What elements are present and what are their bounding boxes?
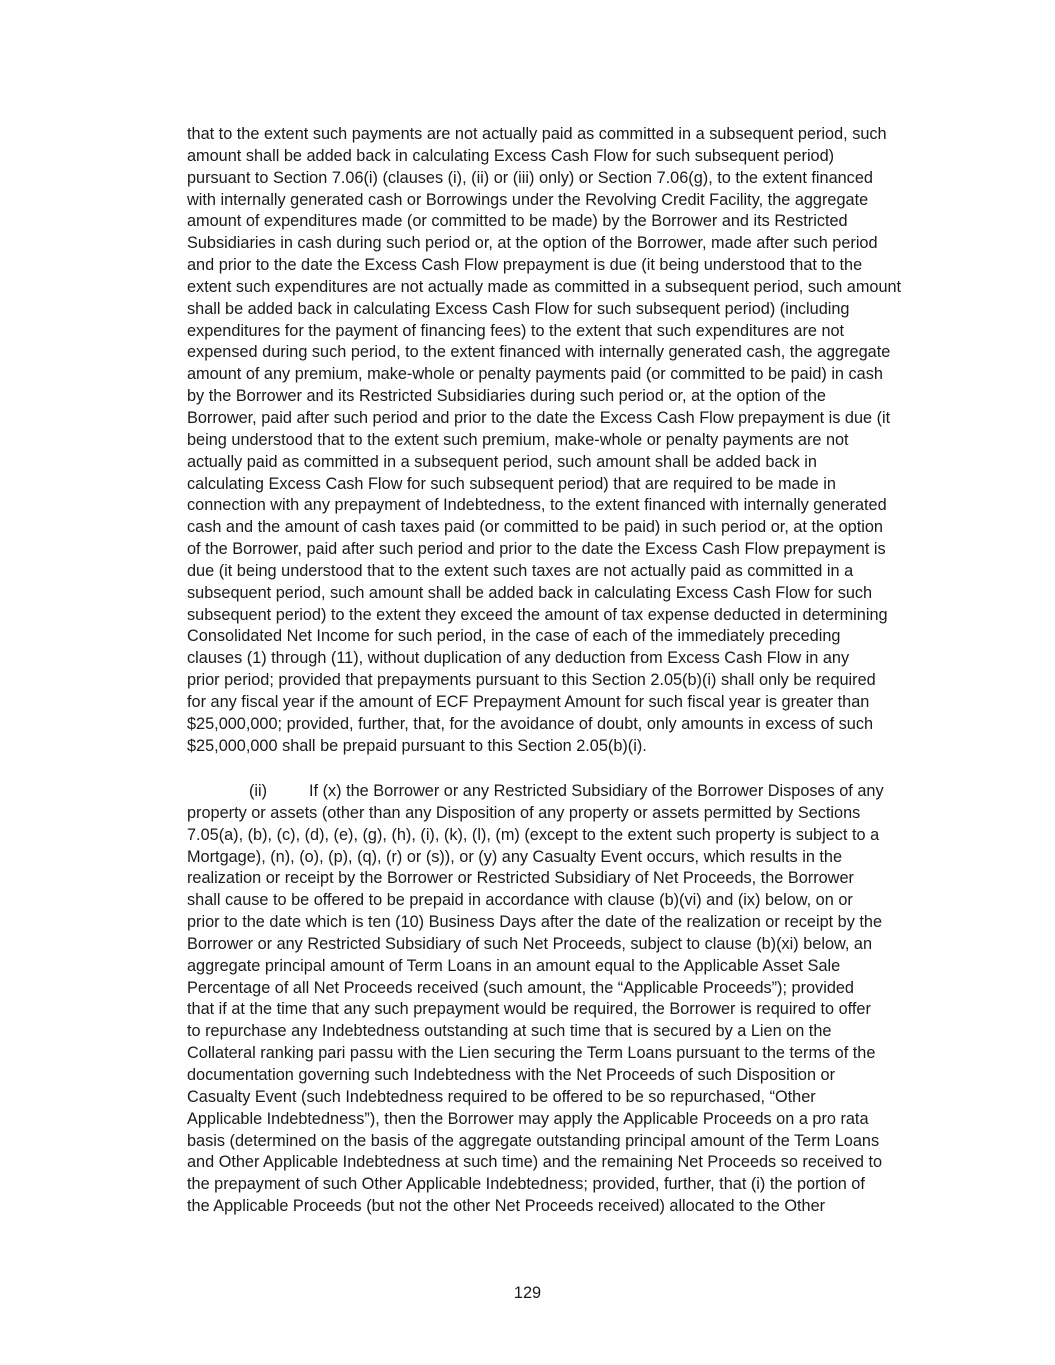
text-line: of the Borrower, paid after such period and prior to the date the Excess Cash Flow prepayment is (187, 540, 886, 559)
text-line: extent such expenditures are not actually made as committed in a subsequent period, such amount (187, 277, 902, 296)
text-line: Mortgage), (n), (o), (p), (q), (r) or (s)), or (y) any Casualty Event occurs, which results in the (187, 847, 843, 866)
text-line: $25,000,000 shall be prepaid pursuant to this Section 2.05(b)(i). (187, 736, 647, 755)
text-line: with internally generated cash or Borrowings under the Revolving Credit Facility, the aggregate (187, 190, 869, 209)
text-line: that to the extent such payments are not actually paid as committed in a subsequent period, such (187, 125, 887, 143)
text-line: expenditures for the payment of financing fees) to the extent that such expenditures are not (187, 321, 845, 340)
text-line: Casualty Event (such Indebtedness required to be offered to be so repurchased, “Other (187, 1087, 816, 1106)
text-line: shall be added back in calculating Excess Cash Flow for such subsequent period) (including (187, 299, 850, 318)
text-line: amount of any premium, make-whole or penalty payments paid (or committed to be paid) in cash (187, 365, 883, 384)
text-line: amount of expenditures made (or committed to be made) by the Borrower and its Restricted (187, 212, 848, 231)
text-line-rest: If (x) the Borrower or any Restricted Subsidiary of the Borrower Disposes of any (309, 782, 884, 800)
text-line: by the Borrower and its Restricted Subsidiaries during such period or, at the option of the (187, 387, 826, 406)
text-line: for any fiscal year if the amount of ECF Prepayment Amount for such fiscal year is greater than (187, 692, 870, 711)
text-line: documentation governing such Indebtedness with the Net Proceeds of such Disposition or (187, 1065, 836, 1084)
text-line: realization or receipt by the Borrower or Restricted Subsidiary of Net Proceeds, the Borrower (187, 869, 854, 888)
text-line: to repurchase any Indebtedness outstanding at such time that is secured by a Lien on the (187, 1022, 832, 1041)
text-line: connection with any prepayment of Indebtedness, to the extent financed with internally generated (187, 496, 887, 515)
text-line: Subsidiaries in cash during such period or, at the option of the Borrower, made after such period (187, 234, 878, 253)
text-line: prior to the date which is ten (10) Business Days after the date of the realization or receipt by the (187, 913, 883, 932)
text-line: Percentage of all Net Proceeds received (such amount, the “Applicable Proceeds”); provided (187, 978, 854, 997)
text-line: Collateral ranking pari passu with the Lien securing the Term Loans pursuant to the terms of the (187, 1044, 876, 1063)
text-line: the prepayment of such Other Applicable Indebtedness; provided, further, that (i) the portion of (187, 1175, 865, 1194)
text-line: $25,000,000; provided, further, that, for the avoidance of doubt, only amounts in excess of such (187, 714, 874, 733)
text-line: Consolidated Net Income for such period, in the case of each of the immediately preceding (187, 627, 841, 646)
text-line: pursuant to Section 7.06(i) (clauses (i), (ii) or (iii) only) or Section 7.06(g), to the extent financed (187, 168, 873, 187)
text-line: property or assets (other than any Disposition of any property or assets permitted by Sections (187, 803, 861, 822)
text-line: expensed during such period, to the extent financed with internally generated cash, the aggregate (187, 343, 891, 362)
text-line: clauses (1) through (11), without duplication of any deduction from Excess Cash Flow in any (187, 649, 850, 668)
text-line: prior period; provided that prepayments pursuant to this Section 2.05(b)(i) shall only be required (187, 671, 876, 690)
text-line: and prior to the date the Excess Cash Flow prepayment is due (it being understood that to the (187, 256, 863, 275)
text-line: amount shall be added back in calculating Excess Cash Flow for such subsequent period) (187, 146, 835, 165)
text-line: due (it being understood that to the extent such taxes are not actually paid as committed in a (187, 561, 854, 580)
text-line: actually paid as committed in a subsequent period, such amount shall be added back in (187, 452, 817, 471)
text-line: basis (determined on the basis of the aggregate outstanding principal amount of the Term Loans (187, 1131, 880, 1150)
text-line: aggregate principal amount of Term Loans in an amount equal to the Applicable Asset Sale (187, 956, 841, 975)
text-line: Borrower, paid after such period and prior to the date the Excess Cash Flow prepayment is due (it (187, 408, 891, 427)
paragraph-excess-cash-flow (187, 124, 932, 757)
text-line: 7.05(a), (b), (c), (d), (e), (g), (h), (i), (k), (l), (m) (except to the extent such property is subject to a (187, 825, 880, 844)
clause-marker: (ii) (249, 782, 268, 800)
text-line: subsequent period) to the extent they exceed the amount of tax expense deducted in determining (187, 605, 888, 624)
page-number: 129 (513, 1284, 542, 1302)
text-line: the Applicable Proceeds (but not the other Net Proceeds received) allocated to the Other (187, 1197, 826, 1216)
text-line: being understood that to the extent such premium, make-whole or penalty payments are not (187, 430, 849, 449)
text-line: and Other Applicable Indebtedness at such time) and the remaining Net Proceeds so received to (187, 1153, 883, 1172)
text-line: that if at the time that any such prepayment would be required, the Borrower is required to offer (187, 1000, 871, 1019)
paragraph-asset-sale-prepayment (187, 781, 932, 1218)
text-line: cash and the amount of cash taxes paid (or committed to be paid) in such period or, at the option (187, 518, 883, 537)
text-line-first (187, 781, 932, 803)
text-line: Borrower or any Restricted Subsidiary of such Net Proceeds, subject to clause (b)(xi) below, an (187, 934, 873, 953)
text-line: Applicable Indebtedness”), then the Borrower may apply the Applicable Proceeds on a pro rata (187, 1109, 869, 1128)
text-line: calculating Excess Cash Flow for such subsequent period) that are required to be made in (187, 474, 836, 493)
text-line: subsequent period, such amount shall be added back in calculating Excess Cash Flow for such (187, 583, 873, 602)
text-line: shall cause to be offered to be prepaid in accordance with clause (b)(vi) and (ix) below, on or (187, 891, 853, 910)
